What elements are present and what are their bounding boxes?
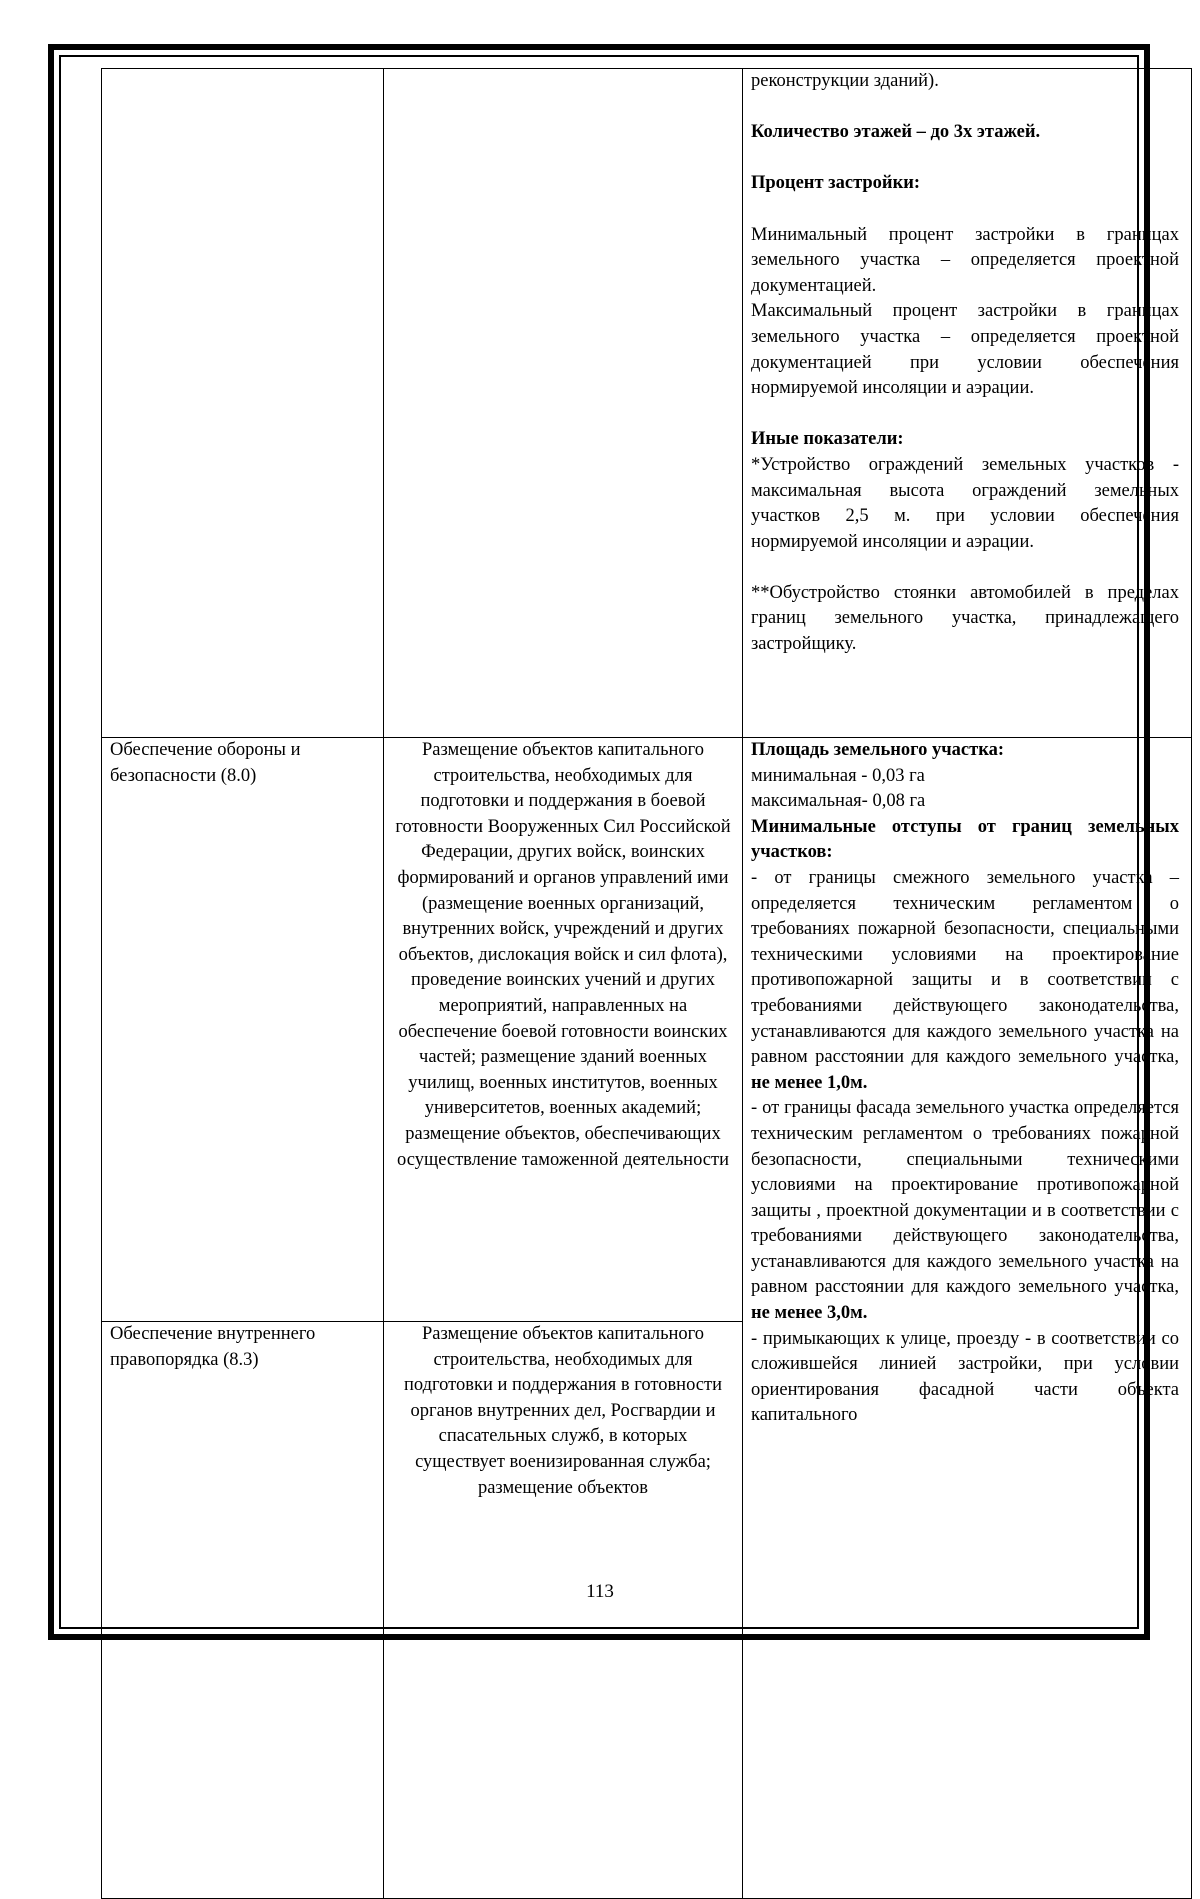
fence-text: *Устройство ограждений земельных участков - максимальная высота ограждений земельных участков 2,5 м. при условии обеспечения нормируемой инсоляции и аэрации. [751,454,1179,552]
coverage-heading: Процент застройки: [751,173,921,194]
max-coverage-text: Максимальный процент застройки в границах земельного участка – определяется проектной документацией при условии обеспечения нормируемой инсоляции и аэрации. [751,301,1179,399]
setbacks-heading: Минимальные отступы от границ земельных участков: [751,816,1179,863]
floors-limit: Количество этажей – до 3х этажей. [751,122,1041,143]
setback-adjacent-text: - от границы смежного земельного участка – определяется техническим регламентом о требованиях пожарной безопасности, специальными техническими условиями на проектирование противопожарной защиты и в соответствии с требованиями действующего законодательства, устанавливаются для каждого земельного участка на равном расстоянии для каждого земельного участка, [751,867,1179,1068]
parameters-cell [743,69,1192,738]
parking-text: **Обустройство стоянки автомобилей в пределах границ земельного участка, принадлежащего застройщику. [751,582,1179,655]
table-cell [102,69,384,738]
area-min: минимальная - 0,03 га [751,765,925,786]
use-name-law-enforcement: Обеспечение внутреннего правопорядка (8.3) [102,1322,384,1899]
reconstruction-line: реконструкции зданий). [751,71,939,91]
parameters-cell [743,738,1192,1899]
use-description-law-enforcement: Размещение объектов капитального строительства, необходимых для подготовки и поддержания в готовности органов внутренних дел, Росгвардии и спасательных служб, в которых существует военизированная служба; размещение объектов [384,1322,743,1899]
table-cell [384,69,743,738]
setback-facade-text: - от границы фасада земельного участка определяется техническим регламентом о требованиях пожарной безопасности, специальными техническими условиями на проектирование противопожарной защиты , проектной документации и в соответствии с требованиями действующего законодательства, устанавливаются для каждого земельного участка на равном расстоянии для каждого земельного участка, [751,1098,1179,1298]
table-row [102,738,1192,1322]
other-indicators-heading: Иные показатели: [751,429,904,450]
table-row [102,69,1192,738]
setback-street-text: - примыкающих к улице, проезду - в соответствии со сложившейся линией застройки, при условии ориентирования фасадной части объекта капитального [751,1328,1179,1426]
area-heading: Площадь земельного участка: [751,740,1005,760]
land-use-table [101,68,1192,1899]
use-description-defense: Размещение объектов капитального строительства, необходимых для подготовки и поддержания в боевой готовности Вооруженных Сил Российской Федерации, других войск, воинских формирований и органов управлений ими (размещение военных организаций, внутренних войск, учреждений и других объектов, дислокация войск и сил флота), проведение воинских учений и других мероприятий, направленных на обеспечение боевой готовности воинских частей; размещение зданий военных училищ, военных институтов, военных университетов, военных академий; размещение объектов, обеспечивающих осуществление таможенной деятельности [384,738,743,1322]
area-max: максимальная- 0,08 га [751,791,926,812]
use-name-defense: Обеспечение обороны и безопасности (8.0) [102,738,384,1322]
page-number: 113 [586,1581,614,1602]
setback-facade-value: не менее 3,0м. [751,1303,868,1324]
min-coverage-text: Минимальный процент застройки в границах земельного участка – определяется проектной документацией. [751,224,1179,296]
setback-adjacent-value: не менее 1,0м. [751,1072,868,1093]
